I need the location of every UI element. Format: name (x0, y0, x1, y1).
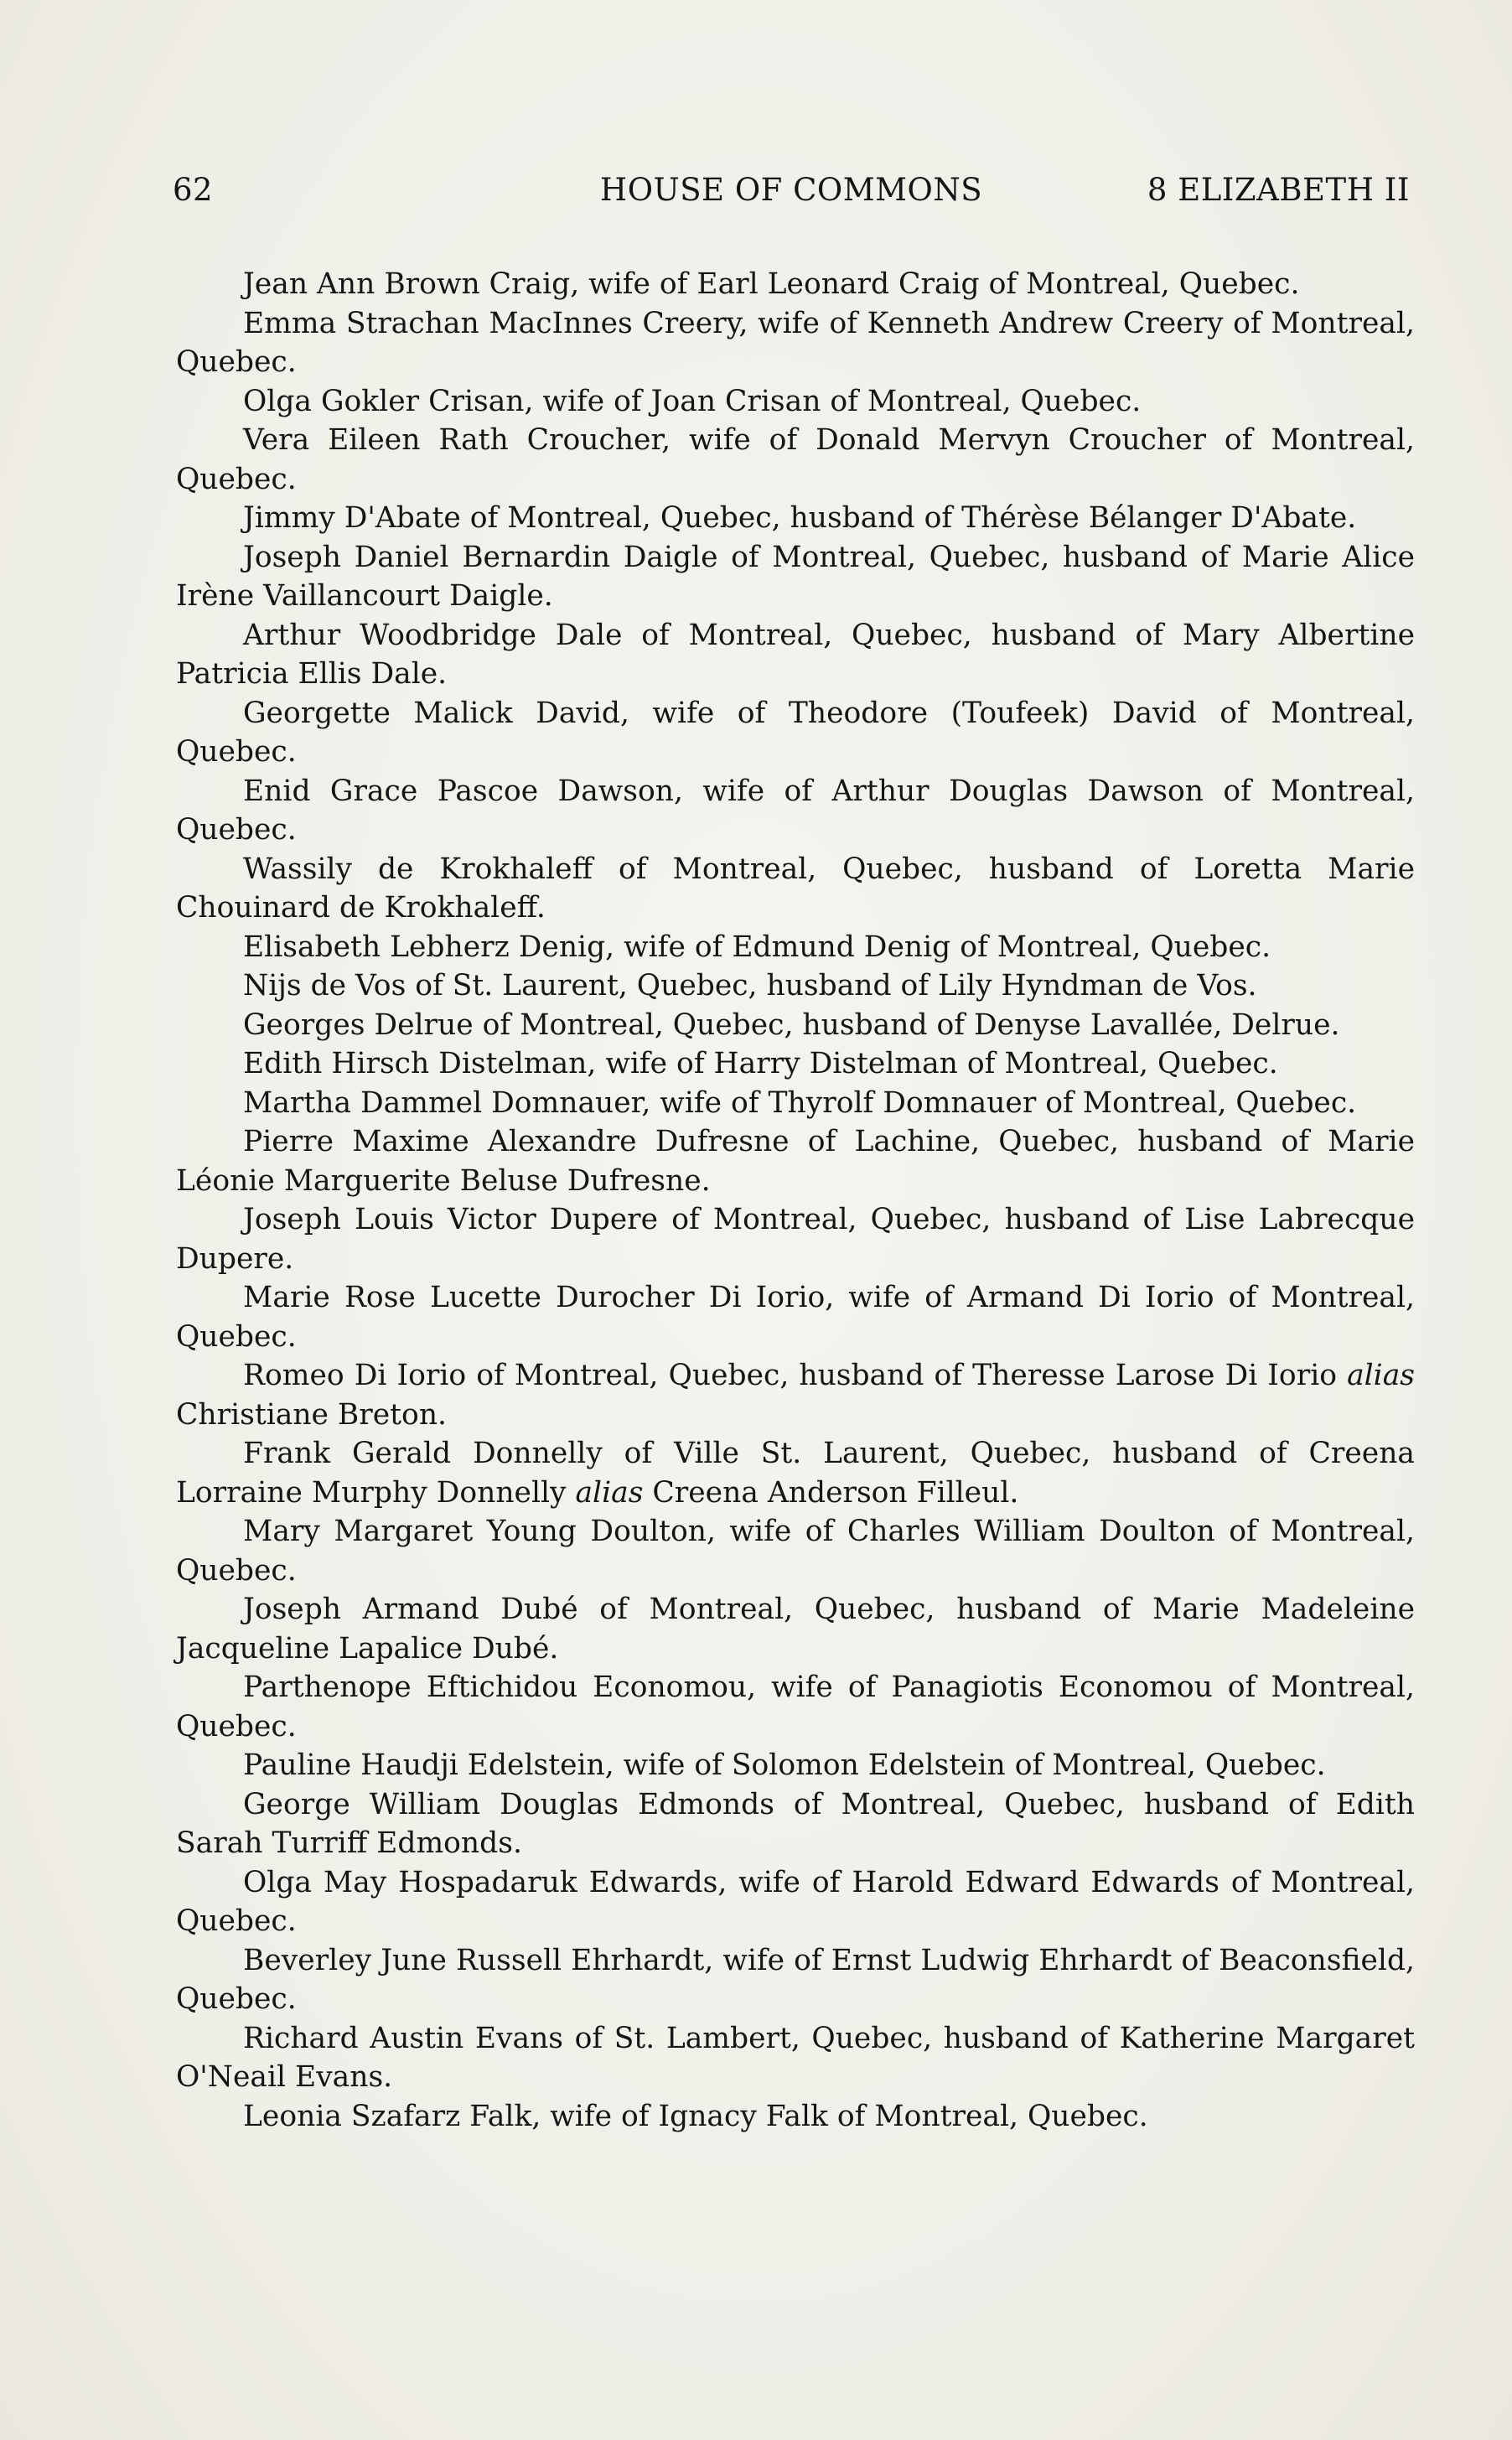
entry-paragraph: Arthur Woodbridge Dale of Montreal, Quebec, husband of Mary Albertine Patricia Ellis Dale. (176, 618, 1415, 691)
entry-paragraph: Martha Dammel Domnauer, wife of Thyrolf Domnauer of Montreal, Quebec. (243, 1085, 1357, 1120)
entry-paragraph: George William Douglas Edmonds of Montreal, Quebec, husband of Edith Sarah Turriff Edmonds. (176, 1787, 1415, 1860)
entry-text: Creena Anderson Filleul. (643, 1475, 1019, 1510)
entry-paragraph: Georges Delrue of Montreal, Quebec, husband of Denyse Lavallée, Delrue. (243, 1008, 1340, 1042)
entry-paragraph: Elisabeth Lebherz Denig, wife of Edmund Denig of Montreal, Quebec. (243, 930, 1271, 964)
entry-paragraph: Enid Grace Pascoe Dawson, wife of Arthur Douglas Dawson of Montreal, Quebec. (176, 774, 1415, 847)
entry-paragraph: Pauline Haudji Edelstein, wife of Solomon Edelstein of Montreal, Quebec. (243, 1748, 1326, 1782)
entry-paragraph: Nijs de Vos of St. Laurent, Quebec, husband of Lily Hyndman de Vos. (243, 969, 1257, 1002)
entry-italic: alias (575, 1475, 644, 1510)
entry-paragraph: Joseph Daniel Bernardin Daigle of Montreal, Quebec, husband of Marie Alice Irène Vaillancourt Daigle. (176, 540, 1415, 613)
entry-paragraph: Emma Strachan MacInnes Creery, wife of Kenneth Andrew Creery of Montreal, Quebec. (176, 306, 1415, 379)
entry-italic: alias (1347, 1359, 1415, 1392)
journal-title: HOUSE OF COMMONS (599, 172, 983, 208)
entry-paragraph (176, 1434, 1415, 1512)
entry-paragraph: Parthenope Eftichidou Economou, wife of Panagiotis Economou of Montreal, Quebec. (176, 1671, 1415, 1743)
entry-paragraph: Jimmy D'Abate of Montreal, Quebec, husband of Thérèse Bélanger D'Abate. (243, 501, 1357, 535)
entry-paragraph: Georgette Malick David, wife of Theodore (Toufeek) David of Montreal, Quebec. (176, 696, 1415, 769)
entry-paragraph: Beverley June Russell Ehrhardt, wife of Ernst Ludwig Ehrhardt of Beaconsfield, Quebec. (176, 1943, 1415, 2016)
entry-paragraph: Pierre Maxime Alexandre Dufresne of Lachine, Quebec, husband of Marie Léonie Marguerite Beluse Dufresne. (176, 1125, 1415, 1198)
entry-paragraph: Edith Hirsch Distelman, wife of Harry Distelman of Montreal, Quebec. (243, 1047, 1278, 1080)
entry-paragraph: Richard Austin Evans of St. Lambert, Quebec, husband of Katherine Margaret O'Neail Evans. (176, 2021, 1415, 2094)
entry-paragraph: Joseph Louis Victor Dupere of Montreal, Quebec, husband of Lise Labrecque Dupere. (176, 1203, 1415, 1276)
entry-paragraph: Marie Rose Lucette Durocher Di Iorio, wife of Armand Di Iorio of Montreal, Quebec. (176, 1281, 1415, 1354)
entry-text: Frank Gerald Donnelly of Ville St. Laurent, Quebec, husband of Creena Lorraine Murphy Donnelly (176, 1437, 1415, 1510)
entry-paragraph: Jean Ann Brown Craig, wife of Earl Leonard Craig of Montreal, Quebec. (243, 267, 1300, 301)
entry-paragraph: Joseph Armand Dubé of Montreal, Quebec, husband of Marie Madeleine Jacqueline Lapalice Dubé. (176, 1593, 1415, 1666)
entry-paragraph: Leonia Szafarz Falk, wife of Ignacy Falk of Montreal, Quebec. (243, 2099, 1148, 2133)
entry-text: Christiane Breton. (176, 1397, 447, 1432)
entry-paragraph: Wassily de Krokhaleff of Montreal, Quebec, husband of Loretta Marie Chouinard de Krokhaleff. (176, 852, 1415, 925)
entry-paragraph (176, 1356, 1415, 1434)
entry-text: Romeo Di Iorio of Montreal, Quebec, husband of Theresse Larose Di Iorio (243, 1359, 1348, 1392)
entry-paragraph: Mary Margaret Young Doulton, wife of Charles William Doulton of Montreal, Quebec. (176, 1515, 1415, 1588)
page-number: 62 (173, 172, 214, 208)
regnal-year: 8 ELIZABETH II (1147, 172, 1410, 208)
entry-paragraph: Vera Eileen Rath Croucher, wife of Donald Mervyn Croucher of Montreal, Quebec. (176, 423, 1415, 496)
entry-paragraph: Olga May Hospadaruk Edwards, wife of Harold Edward Edwards of Montreal, Quebec. (176, 1865, 1415, 1938)
running-header (173, 172, 1410, 214)
entries-list (176, 265, 1415, 2136)
entry-paragraph: Olga Gokler Crisan, wife of Joan Crisan of Montreal, Quebec. (243, 384, 1142, 418)
